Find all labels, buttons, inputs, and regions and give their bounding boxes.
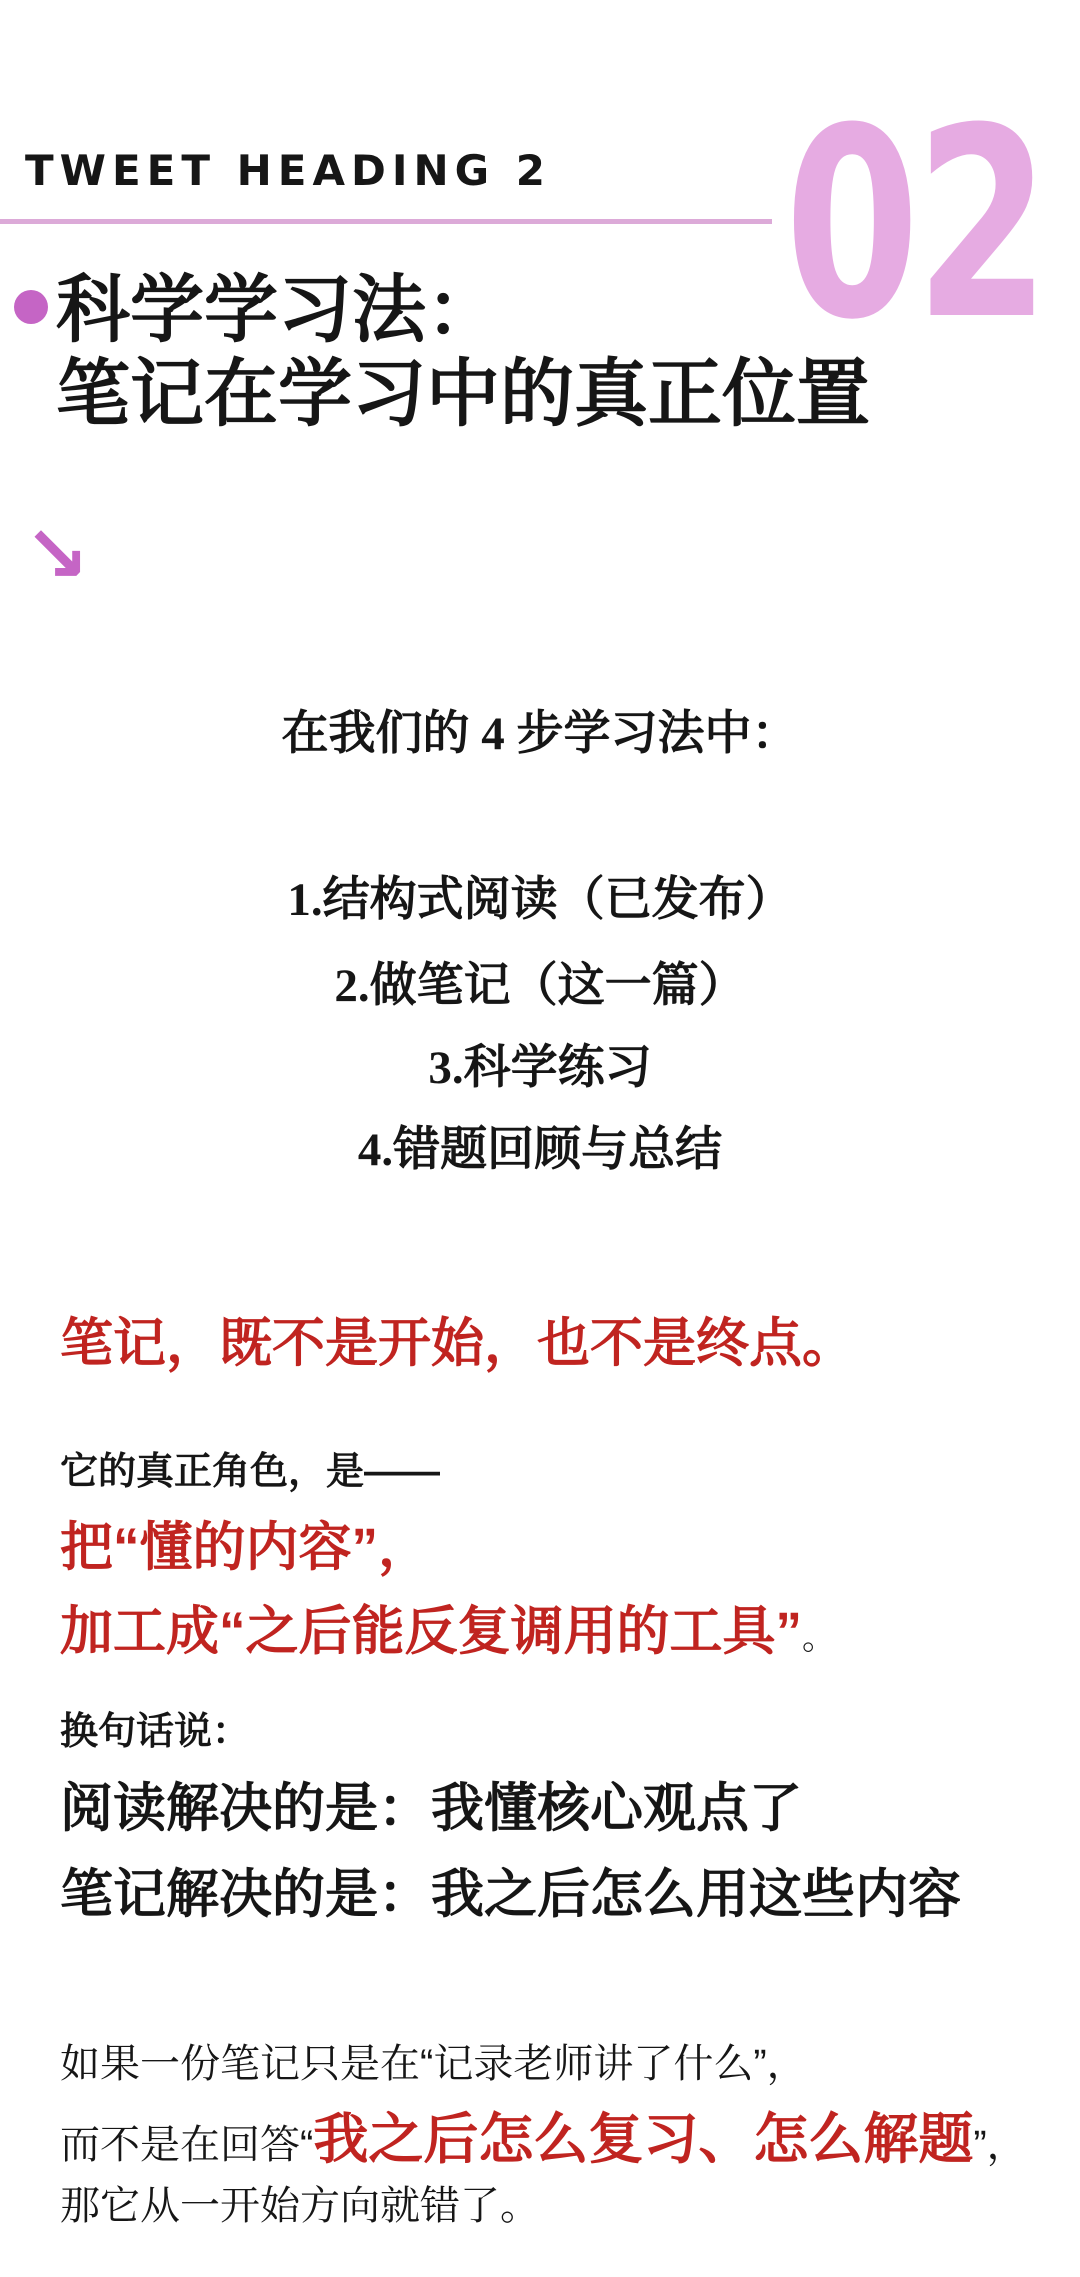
role-emphasis-line2-text: 加工成“之后能反复调用的工具”	[60, 1602, 802, 1661]
pivot-lead: 换句话说：	[60, 1711, 251, 1753]
contrast-line-reading: 阅读解决的是：我懂核心观点了	[60, 1780, 802, 1838]
bullet-dot-icon	[14, 290, 48, 324]
role-lead: 它的真正角色，是——	[60, 1451, 441, 1493]
divider-line	[0, 219, 772, 224]
section-number: 02	[785, 72, 1046, 377]
down-right-arrow-icon: ↘	[24, 510, 90, 600]
role-emphasis-line2	[60, 1600, 836, 1664]
list-item-step-2: 2.做笔记（这一篇）	[334, 960, 746, 1012]
closing-line2	[60, 2106, 1027, 2172]
list-item-step-4: 4.错题回顾与总结	[357, 1124, 723, 1176]
list-item-step-1: 1.结构式阅读（已发布）	[287, 874, 793, 926]
page-title-line2: 笔记在学习中的真正位置	[56, 354, 870, 436]
key-statement: 笔记，既不是开始，也不是终点。	[60, 1314, 855, 1373]
contrast-line-notes: 笔记解决的是：我之后怎么用这些内容	[60, 1866, 961, 1924]
closing-line2-emphasis: 我之后怎么复习、怎么解题	[313, 2108, 974, 2170]
role-emphasis-line1: 把“懂的内容”，	[60, 1518, 431, 1577]
closing-line3: 那它从一开始方向就错了。	[60, 2184, 540, 2228]
page-title-line1: 科学学习法：	[56, 270, 500, 352]
kicker-label: TWEET HEADING 2	[25, 146, 551, 195]
closing-line2-suffix: ”，	[973, 2123, 1027, 2167]
closing-line1: 如果一份笔记只是在“记录老师讲了什么”，	[60, 2042, 807, 2086]
role-emphasis-period: 。	[802, 1619, 836, 1657]
intro-lead: 在我们的 4 步学习法中：	[281, 708, 799, 760]
list-item-step-3: 3.科学练习	[428, 1042, 652, 1094]
closing-line2-prefix: 而不是在回答“	[60, 2123, 314, 2167]
